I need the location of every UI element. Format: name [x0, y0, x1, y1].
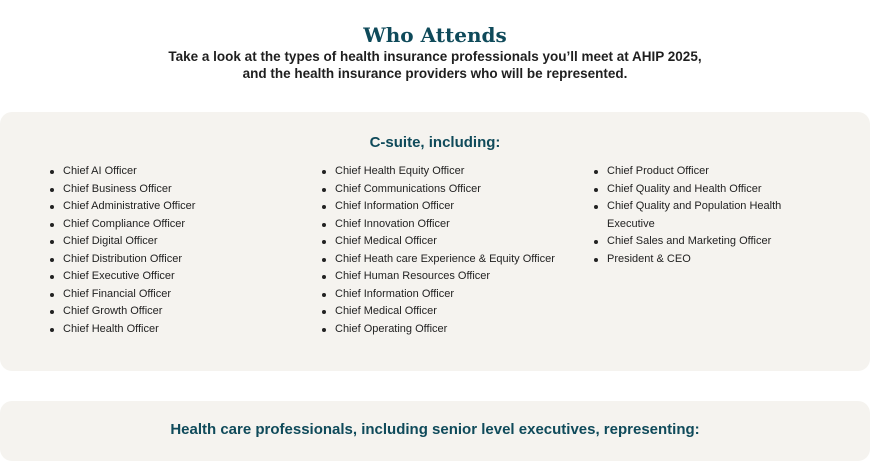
- list-item: Chief Human Resources Officer: [320, 268, 570, 286]
- csuite-column-3: [592, 163, 802, 268]
- list-item: Chief Sales and Marketing Officer: [592, 233, 802, 251]
- list-item: Chief Compliance Officer: [48, 216, 288, 234]
- list-item: Chief Operating Officer: [320, 321, 570, 339]
- list-item: Chief Innovation Officer: [320, 216, 570, 234]
- list-item: Chief Administrative Officer: [48, 198, 288, 216]
- list-item: Chief Communications Officer: [320, 181, 570, 199]
- csuite-heading: C-suite, including:: [369, 134, 501, 151]
- list-item: Chief Medical Officer: [320, 303, 570, 321]
- list-item: Chief Health Officer: [48, 321, 288, 339]
- list-item: Chief Information Officer: [320, 286, 570, 304]
- list-item: Chief Information Officer: [320, 198, 570, 216]
- intro-line: Take a look at the types of health insurance professionals you’ll meet at AHIP 2025,: [168, 49, 702, 64]
- list-item: Chief Health Equity Officer: [320, 163, 570, 181]
- list-item: President & CEO: [592, 251, 802, 269]
- list-item: Chief Quality and Health Officer: [592, 181, 802, 199]
- csuite-card: [0, 112, 870, 371]
- list-item: Chief Medical Officer: [320, 233, 570, 251]
- intro-text: [0, 48, 870, 82]
- csuite-column-1: [48, 163, 288, 338]
- list-item: Chief Heath care Experience & Equity Officer: [320, 251, 570, 269]
- list-item: Chief Financial Officer: [48, 286, 288, 304]
- list-item: Chief Digital Officer: [48, 233, 288, 251]
- csuite-column-2: [320, 163, 570, 338]
- list-item: Chief Distribution Officer: [48, 251, 288, 269]
- list-item: Chief Executive Officer: [48, 268, 288, 286]
- list-item: Chief Product Officer: [592, 163, 802, 181]
- health-professionals-card: [0, 401, 870, 461]
- health-professionals-heading: Health care professionals, including senior level executives, representing:: [170, 421, 700, 438]
- intro-line: and the health insurance providers who will be represented.: [242, 66, 628, 81]
- list-item: Chief Business Officer: [48, 181, 288, 199]
- list-item: Chief Growth Officer: [48, 303, 288, 321]
- list-item: Chief Quality and Population Health Executive: [592, 198, 802, 233]
- list-item: Chief AI Officer: [48, 163, 288, 181]
- page-title: Who Attends: [363, 23, 507, 48]
